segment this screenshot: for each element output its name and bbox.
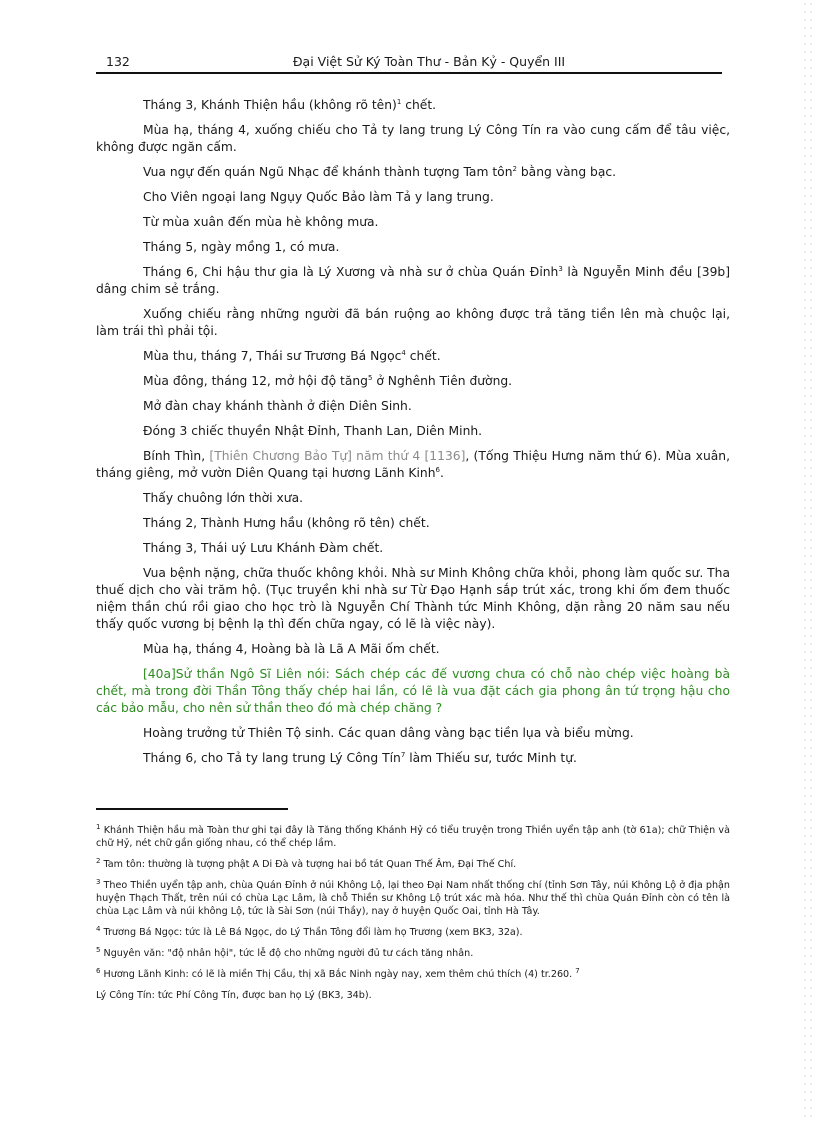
paragraph <box>96 97 730 114</box>
paragraph-text: Tháng 3, Khánh Thiện hầu (không rõ tên) <box>143 98 397 112</box>
page-number: 132 <box>106 54 130 69</box>
paragraph-text: Tháng 3, Thái uý Lưu Khánh Đàm chết. <box>143 541 384 555</box>
footnote-ref[interactable]: 2 <box>512 164 517 173</box>
paragraph <box>96 306 730 340</box>
footnote-number: 2 <box>96 856 101 865</box>
footnote-number: 6 <box>96 966 101 975</box>
paragraph <box>96 750 730 767</box>
paragraph-binh-thin <box>96 448 730 482</box>
footnote-number: 4 <box>96 924 101 933</box>
footnote <box>96 947 730 960</box>
paragraph <box>96 189 730 206</box>
paragraph-text: Mùa hạ, tháng 4, Hoàng bà là Lã A Mãi ốm chết. <box>143 642 440 656</box>
footnote-number: 7 <box>575 966 580 975</box>
running-title: Đại Việt Sử Ký Toàn Thư - Bản Kỷ - Quyển III <box>292 54 566 69</box>
paragraph <box>96 348 730 365</box>
paragraph <box>96 398 730 415</box>
paragraph-text: Mùa hạ, tháng 4, xuống chiếu cho Tả ty lang trung Lý Công Tín ra vào cung cấm để tâu việc, không được ngăn cấm. <box>96 123 730 154</box>
footnote-number: 1 <box>96 822 101 831</box>
paragraph-tail: là Nguyễn Minh đều [39b] dâng chim sẻ trắng. <box>96 265 730 296</box>
paragraph-text: Mùa thu, tháng 7, Thái sư Trương Bá Ngọc <box>143 349 402 363</box>
paragraph-text: Thấy chuông lớn thời xưa. <box>143 491 304 505</box>
paragraph <box>96 239 730 256</box>
binh-thin-tail: . <box>439 466 444 480</box>
footnote-number: 3 <box>96 877 101 886</box>
footnote-ref[interactable]: 7 <box>400 750 406 759</box>
paragraph <box>96 515 730 532</box>
page-edge-texture <box>802 0 816 1123</box>
footnotes <box>96 824 730 1010</box>
paragraph <box>96 423 730 440</box>
footnote-text: Hương Lãnh Kinh: có lẽ là miền Thị Cầu, thị xã Bắc Ninh ngày nay, xem thêm chú thích (4) tr.260. <box>100 969 573 980</box>
footnote-text: Theo Thiền uyển tập anh, chùa Quán Đỉnh ở núi Không Lộ, lại theo Đại Nam nhất thống chí (tỉnh Sơn Tây, núi Không Lộ ở địa phận huyện Thạch Thất, trên núi có chùa Lạc Lâm, là chỗ Thiền sư Không Lộ trút xác mà hóa. Như thế thì chùa Quán Đỉnh còn có tên là chùa Lạc Lâm và núi không Lộ, tức là Sài Sơn (núi Thầy), nay ở huyện Quốc Oai, tỉnh Hà Tây. <box>96 880 730 917</box>
reign-reference: [Thiên Chương Bảo Tự] năm thứ 4 [1136] <box>209 449 466 463</box>
footnote-ref[interactable]: 5 <box>367 373 373 382</box>
paragraph-text: Mùa đông, tháng 12, mở hội độ tăng <box>143 374 368 388</box>
footnote-text: Lý Công Tín: tức Phí Công Tín, được ban họ Lý (BK3, 34b). <box>96 990 372 1001</box>
footnote-ref[interactable]: 6 <box>435 465 440 474</box>
paragraph-text: Tháng 6, cho Tả ty lang trung Lý Công Tín <box>143 751 401 765</box>
footnote <box>96 879 730 918</box>
paragraph-text: Từ mùa xuân đến mùa hè không mưa. <box>143 215 379 229</box>
paragraph-text: Tháng 6, Chi hậu thư gia là Lý Xương và nhà sư ở chùa Quán Đỉnh <box>143 265 559 279</box>
historian-commentary: [40a]Sử thần Ngô Sĩ Liên nói: Sách chép các đế vương chưa có chỗ nào chép việc hoàng bà chết, mà trong đời Thần Tông thấy chép hai lần, có lẽ là vua đặt cách gia phong ân tứ trọng hậu cho các bảo mẫu, cho nên sử thần theo đó mà chép chăng ? <box>96 667 730 715</box>
binh-thin-rest: , (Tống Thiệu Hưng năm thứ 6). Mùa xuân, tháng giêng, mở vườn Diên Quang tại hương Lãnh Kinh <box>96 449 730 480</box>
footnote-ref[interactable]: 3 <box>558 264 563 273</box>
footnote <box>96 989 730 1002</box>
paragraph-text: Vua ngự đến quán Ngũ Nhạc để khánh thành tượng Tam tôn <box>143 165 513 179</box>
paragraph-tail: chết. <box>405 349 441 363</box>
footnote <box>96 858 730 871</box>
paragraph-text: Cho Viên ngoại lang Ngụy Quốc Bảo làm Tả y lang trung. <box>143 190 494 204</box>
footnote-text: Nguyên văn: "độ nhân hội", tức lễ độ cho những người đủ tư cách tăng nhân. <box>100 948 474 959</box>
footnote-text: Khánh Thiện hầu mà Toàn thư ghi tại đây là Tăng thống Khánh Hỷ có tiểu truyện trong Thiền uyển tập anh (tờ 61a); chữ Thiện và chữ Hỷ, nét chữ gần giống nhau, có thể chép lầm. <box>96 825 730 849</box>
footnote-text: Tam tôn: thường là tượng phật A Di Đà và tượng hai bồ tát Quan Thế Âm, Đại Thế Chí. <box>100 859 517 870</box>
footnote <box>96 824 730 850</box>
main-text <box>96 97 730 775</box>
footnote-ref[interactable]: 1 <box>396 97 402 106</box>
footnote-ref[interactable]: 4 <box>401 348 406 357</box>
paragraph <box>96 214 730 231</box>
paragraph-tail: chết. <box>401 98 437 112</box>
paragraph-text: Tháng 2, Thành Hưng hầu (không rõ tên) chết. <box>143 516 430 530</box>
paragraph <box>96 373 730 390</box>
paragraph-tail: bằng vàng bạc. <box>516 165 617 179</box>
paragraph-tail: ở Nghênh Tiên đường. <box>372 374 513 388</box>
footnote-text: Trương Bá Ngọc: tức là Lê Bá Ngọc, do Lý Thần Tông đổi làm họ Trương (xem BK3, 32a). <box>100 927 523 938</box>
paragraph-text: Tháng 5, ngày mồng 1, có mưa. <box>143 240 340 254</box>
paragraph <box>96 565 730 633</box>
binh-thin-lead: Bính Thìn, <box>143 449 210 463</box>
paragraph <box>96 725 730 742</box>
paragraph-text: Hoàng trưởng tử Thiên Tộ sinh. Các quan dâng vàng bạc tiền lụa và biểu mừng. <box>143 726 634 740</box>
paragraph-text: Xuống chiếu rằng những người đã bán ruộng ao không được trả tăng tiền lên mà chuộc lại, làm trái thì phải tội. <box>96 307 730 338</box>
paragraph <box>96 540 730 557</box>
paragraph <box>96 641 730 658</box>
footnote <box>96 926 730 939</box>
footnote-number: 5 <box>96 945 101 954</box>
paragraph <box>96 122 730 156</box>
paragraph-text: Vua bệnh nặng, chữa thuốc không khỏi. Nhà sư Minh Không chữa khỏi, phong làm quốc sư. Tha thuế dịch cho vài trăm hộ. (Tục truyền khi nhà sư Từ Đạo Hạnh sắp trút xác, trong khi ốm đem thuốc niệm thần chú rồi giao cho học trò là Nguyễn Chí Thành tức Minh Không, dặn rằng 20 năm sau nếu thấy quốc vương bị bệnh lạ thì đến chữa ngay, có lẽ là việc này). <box>96 566 730 631</box>
page-header <box>96 52 722 74</box>
paragraph <box>96 264 730 298</box>
paragraph-tail: làm Thiếu sư, tước Minh tự. <box>405 751 577 765</box>
paragraph <box>96 490 730 507</box>
paragraph <box>96 164 730 181</box>
footnote-separator <box>96 808 288 810</box>
paragraph-text: Đóng 3 chiếc thuyền Nhật Đỉnh, Thanh Lan, Diên Minh. <box>143 424 483 438</box>
footnote <box>96 968 730 981</box>
paragraph-text: Mở đàn chay khánh thành ở điện Diên Sinh. <box>143 399 412 413</box>
